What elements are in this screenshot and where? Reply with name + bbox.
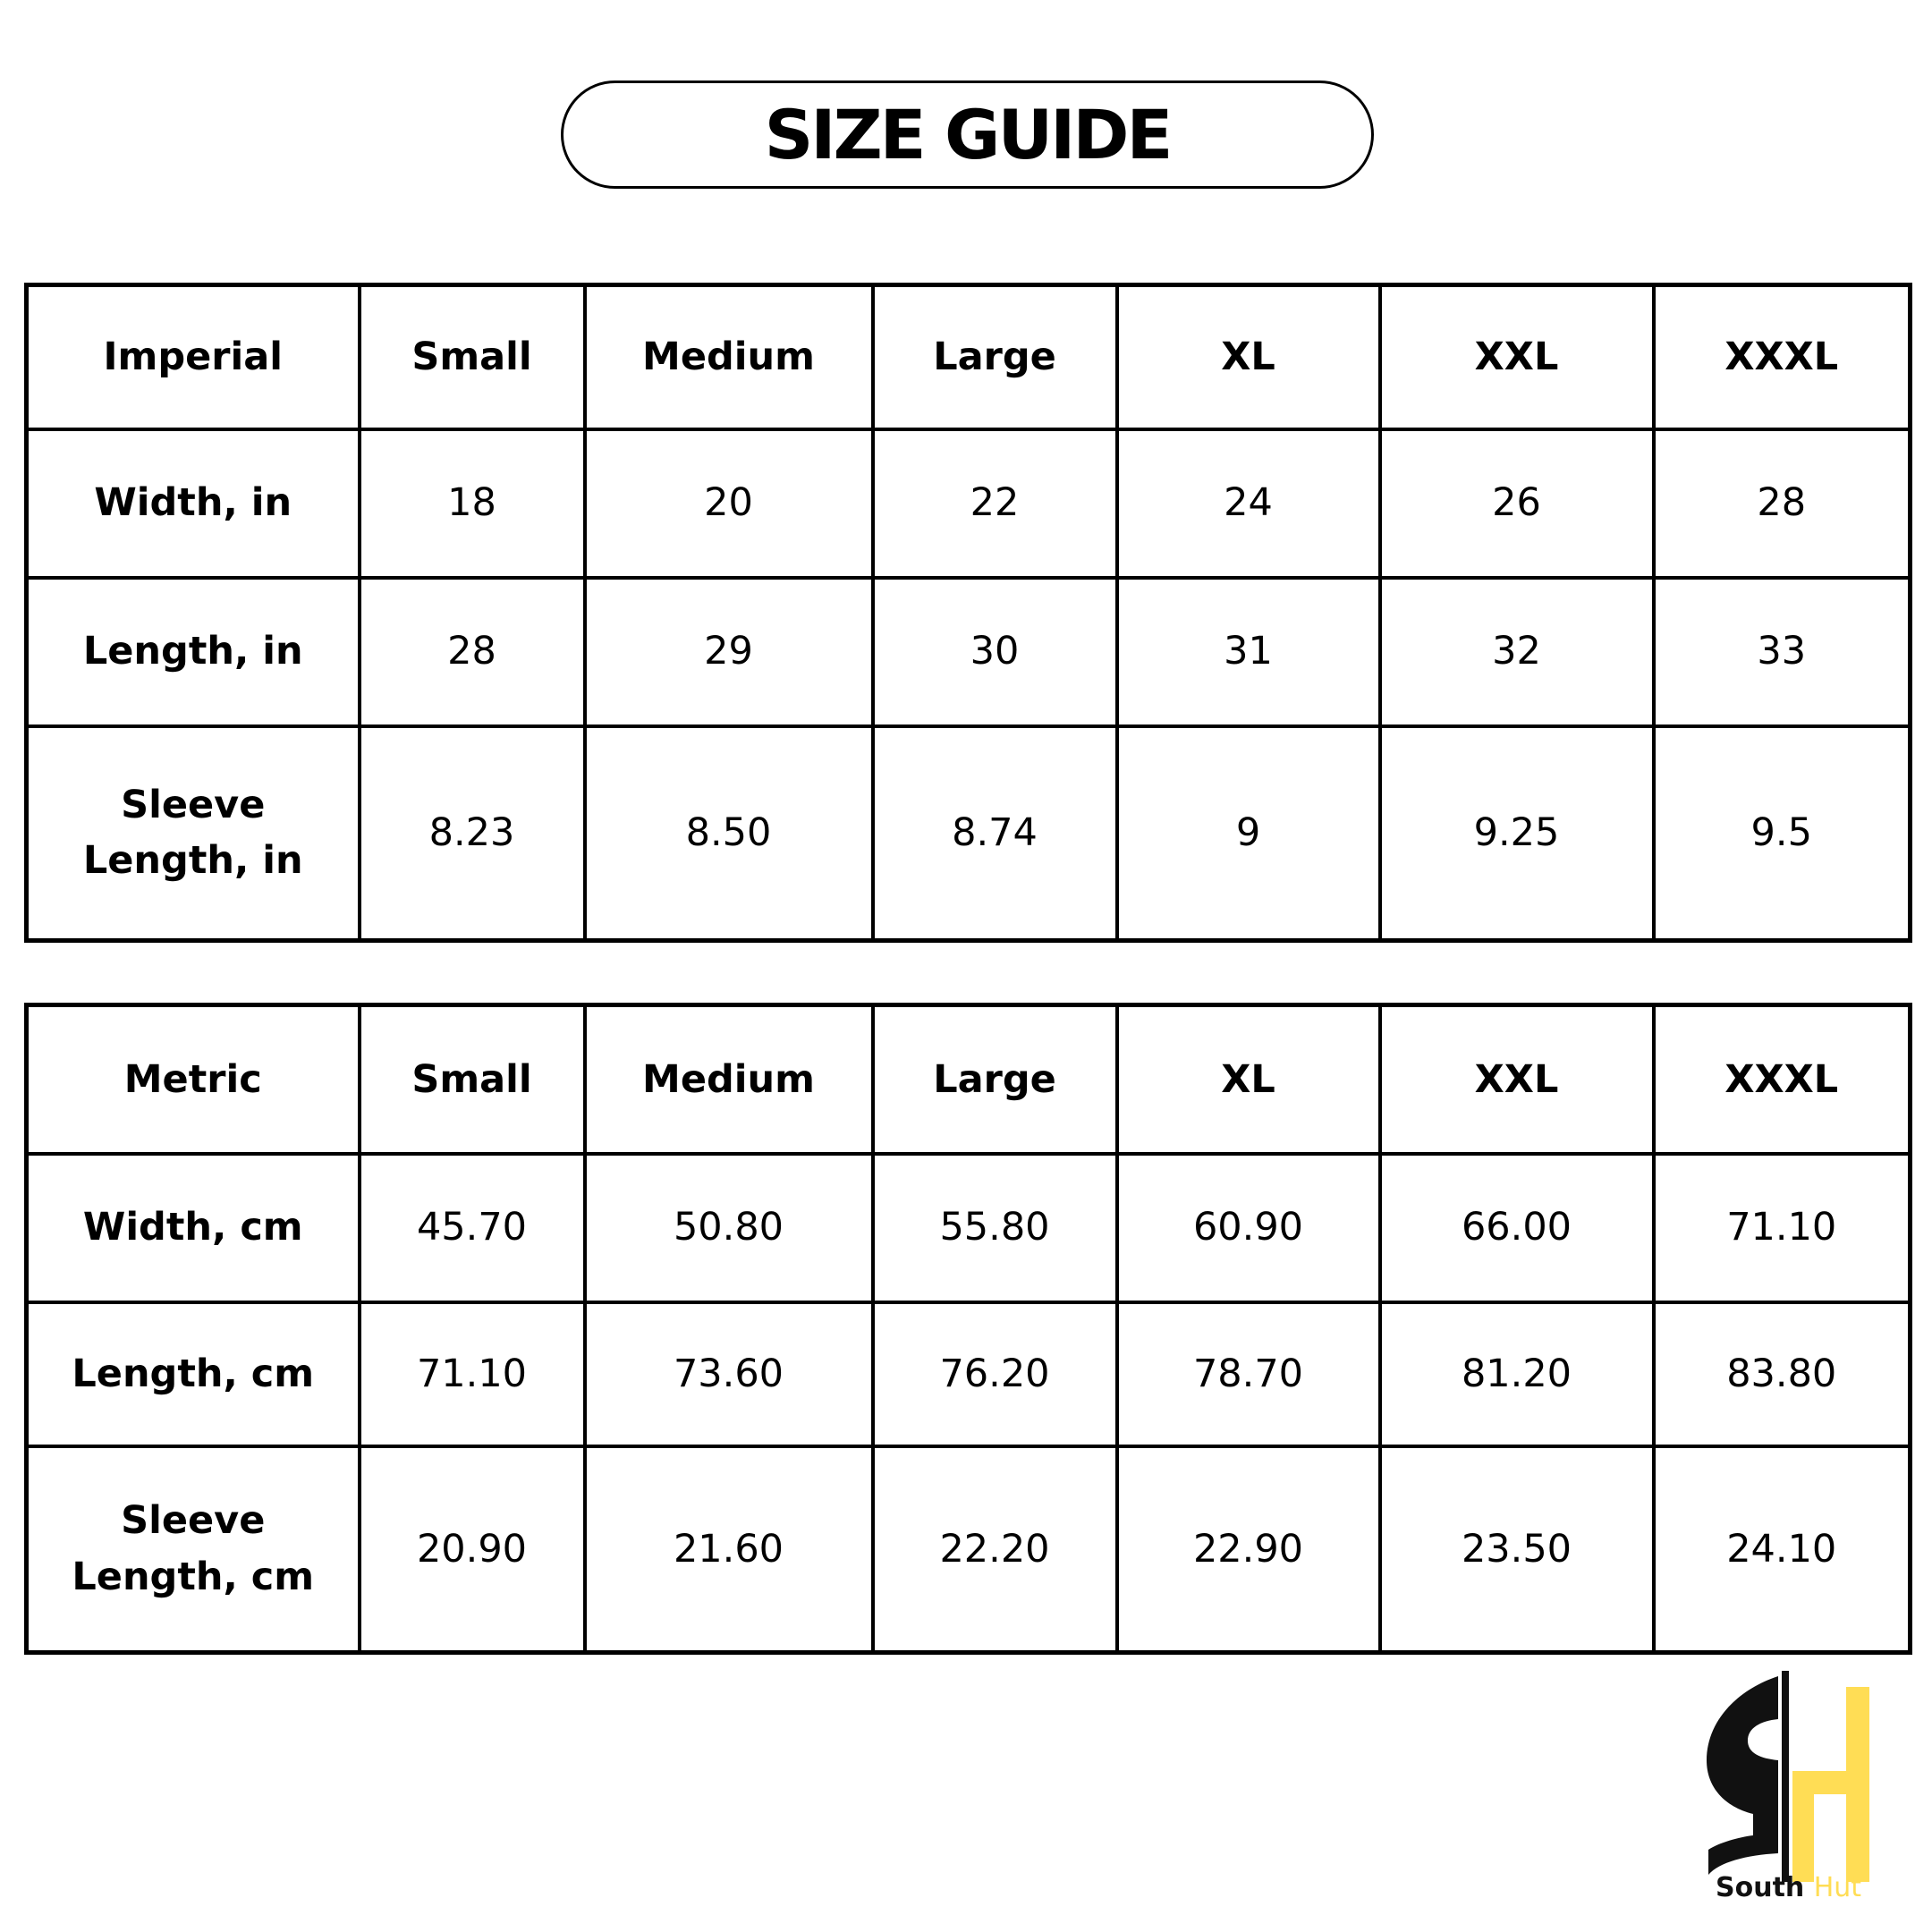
table-cell: 81.20 [1380, 1302, 1654, 1446]
row-label-length [27, 1302, 360, 1446]
size-header-small: Small [360, 285, 585, 429]
table-cell: 45.70 [360, 1154, 585, 1302]
size-header-medium: Medium [585, 1005, 873, 1154]
table-cell: 23.50 [1380, 1446, 1654, 1653]
row-label-text: Width, cm [82, 1205, 303, 1250]
table-cell: 8.23 [360, 726, 585, 941]
table-cell: 66.00 [1380, 1154, 1654, 1302]
table-row [27, 578, 1911, 726]
table-header-row [27, 285, 1911, 429]
table-cell: 50.80 [585, 1154, 873, 1302]
size-header-xxxl: XXXL [1654, 1005, 1911, 1154]
table-cell: 28 [1654, 429, 1911, 578]
row-label-width [27, 429, 360, 578]
table-cell: 20.90 [360, 1446, 585, 1653]
table-cell: 9 [1117, 726, 1380, 941]
table-cell: 29 [585, 578, 873, 726]
size-header-xxl: XXL [1380, 1005, 1654, 1154]
row-label-text: Sleeve [121, 1498, 266, 1544]
table-cell: 26 [1380, 429, 1654, 578]
row-label-text: Sleeve [121, 782, 266, 827]
metric-size-table [24, 1003, 1912, 1655]
logo-s-mark [1707, 1676, 1778, 1875]
row-label-sleeve-length [27, 726, 360, 941]
size-header-xl: XL [1117, 285, 1380, 429]
size-header-large: Large [873, 285, 1117, 429]
table-row [27, 1446, 1911, 1653]
table-cell: 9.5 [1654, 726, 1911, 941]
table-cell: 18 [360, 429, 585, 578]
size-header-xl: XL [1117, 1005, 1380, 1154]
table-cell: 73.60 [585, 1302, 873, 1446]
table-cell: 8.74 [873, 726, 1117, 941]
size-header-xxl: XXL [1380, 285, 1654, 429]
table-cell: 33 [1654, 578, 1911, 726]
logo-stem [1782, 1671, 1789, 1882]
table-row [27, 1154, 1911, 1302]
table-cell: 28 [360, 578, 585, 726]
table-cell: 31 [1117, 578, 1380, 726]
table-row [27, 1302, 1911, 1446]
brand-name-first: South [1716, 1872, 1805, 1903]
unit-system-label: Metric [27, 1005, 360, 1154]
row-label-text: Length, cm [72, 1554, 315, 1599]
table-cell: 24 [1117, 429, 1380, 578]
row-label-text: Width, in [94, 480, 292, 526]
brand-name [1716, 1872, 1930, 1903]
row-label-length [27, 578, 360, 726]
table-cell: 76.20 [873, 1302, 1117, 1446]
table-cell: 60.90 [1117, 1154, 1380, 1302]
table-row [27, 429, 1911, 578]
table-cell: 32 [1380, 578, 1654, 726]
logo-h-right-bar [1846, 1687, 1869, 1882]
table-cell: 21.60 [585, 1446, 873, 1653]
row-label-text: Length, in [82, 838, 303, 884]
table-cell: 9.25 [1380, 726, 1654, 941]
south-hut-logo [1699, 1671, 1878, 1905]
table-cell: 55.80 [873, 1154, 1117, 1302]
table-cell: 8.50 [585, 726, 873, 941]
table-cell: 71.10 [1654, 1154, 1911, 1302]
table-cell: 22.90 [1117, 1446, 1380, 1653]
table-cell: 22 [873, 429, 1117, 578]
row-label-sleeve-length [27, 1446, 360, 1653]
row-label-text: Length, cm [72, 1351, 315, 1396]
row-label-width [27, 1154, 360, 1302]
table-cell: 83.80 [1654, 1302, 1911, 1446]
unit-system-label: Imperial [27, 285, 360, 429]
table-cell: 20 [585, 429, 873, 578]
table-cell: 22.20 [873, 1446, 1117, 1653]
title-banner [561, 80, 1374, 189]
table-cell: 78.70 [1117, 1302, 1380, 1446]
table-cell: 24.10 [1654, 1446, 1911, 1653]
page-title: SIZE GUIDE [764, 94, 1171, 174]
table-header-row [27, 1005, 1911, 1154]
size-header-small: Small [360, 1005, 585, 1154]
size-header-medium: Medium [585, 285, 873, 429]
table-row [27, 726, 1911, 941]
table-cell: 30 [873, 578, 1117, 726]
brand-name-second: Hut [1813, 1872, 1862, 1903]
row-label-text: Length, in [82, 629, 303, 674]
table-cell: 71.10 [360, 1302, 585, 1446]
size-header-large: Large [873, 1005, 1117, 1154]
size-header-xxxl: XXXL [1654, 285, 1911, 429]
imperial-size-table [24, 283, 1912, 943]
